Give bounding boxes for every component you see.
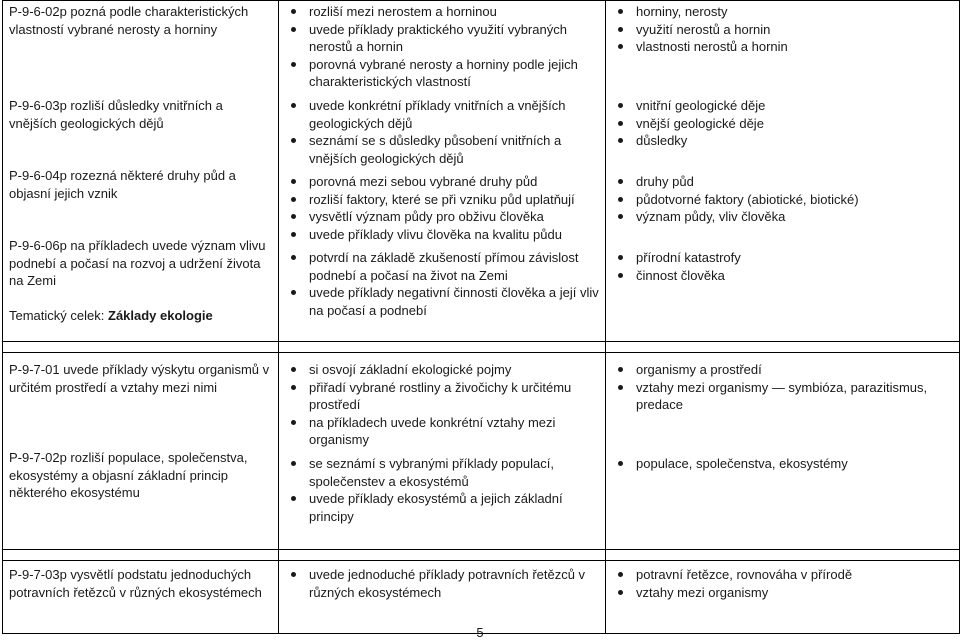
list-item: vztahy mezi organismy xyxy=(610,584,955,602)
outcome-text: P-9-7-01 uvede příklady výskytu organismů v určitém prostředí a vztahy mezi nimi xyxy=(9,362,270,395)
topics-list xyxy=(610,97,955,173)
topics-cell xyxy=(606,561,960,634)
skills-list xyxy=(283,249,601,319)
list-item: potravní řetězce, rovnováha v přírodě xyxy=(610,566,955,584)
outcome-text: P-9-6-03p rozliší důsledky vnitřních a vnějších geologických dějů xyxy=(9,98,223,131)
list-item: na příkladech uvede konkrétní vztahy mezi organismy xyxy=(283,414,601,449)
list-item: uvede konkrétní příklady vnitřních a vnějších geologických dějů xyxy=(283,97,601,132)
table-row xyxy=(3,561,960,634)
outcome-text: P-9-6-02p pozná podle charakteristických vlastností vybrané nerosty a horniny xyxy=(9,4,249,37)
theme-name: Základy ekologie xyxy=(108,307,213,323)
outcome-text: P-9-6-06p na příkladech uvede význam vlivu podnebí a počasí na rozvoj a udržení života na Zemi xyxy=(9,238,266,288)
skills-list xyxy=(283,361,601,455)
skills-cell xyxy=(279,353,606,550)
topics-list xyxy=(610,361,955,455)
list-item: vysvětlí význam půdy pro obživu člověka xyxy=(283,208,601,226)
skills-list xyxy=(283,3,601,97)
topics-cell xyxy=(606,353,960,550)
skills-list xyxy=(283,455,601,525)
list-item: organismy a prostředí xyxy=(610,361,955,379)
outcomes-cell xyxy=(3,561,279,634)
list-item: rozliší mezi nerostem a horninou xyxy=(283,3,601,21)
list-item: uvede jednoduché příklady potravních řetězců v různých ekosystémech xyxy=(283,566,601,601)
list-item: porovná vybrané nerosty a horniny podle jejich charakteristických vlastností xyxy=(283,56,601,91)
list-item: se seznámí s vybranými příklady populací, společenstev a ekosystémů xyxy=(283,455,601,490)
list-item: druhy půd xyxy=(610,173,955,191)
list-item: vnitřní geologické děje xyxy=(610,97,955,115)
table-row xyxy=(3,1,960,342)
skills-list xyxy=(283,97,601,173)
list-item: důsledky xyxy=(610,132,955,150)
outcome-text: P-9-7-03p vysvětlí podstatu jednoduchých potravních řetězců v různých ekosystémech xyxy=(9,567,262,600)
list-item: uvede příklady ekosystémů a jejich základní principy xyxy=(283,490,601,525)
topics-list xyxy=(610,173,955,249)
topics-cell xyxy=(606,1,960,342)
list-item: potvrdí na základě zkušeností přímou závislost podnebí a počasí na život na Zemi xyxy=(283,249,601,284)
skills-cell xyxy=(279,561,606,634)
list-item: si osvojí základní ekologické pojmy xyxy=(283,361,601,379)
list-item: seznámí se s důsledky působení vnitřních a vnějších geologických dějů xyxy=(283,132,601,167)
list-item: vnější geologické děje xyxy=(610,115,955,133)
topics-list xyxy=(610,249,955,284)
topics-list xyxy=(610,455,955,473)
row-gap xyxy=(3,342,960,353)
list-item: přírodní katastrofy xyxy=(610,249,955,267)
list-item: uvede příklady praktického využití vybraných nerostů a hornin xyxy=(283,21,601,56)
list-item: porovná mezi sebou vybrané druhy půd xyxy=(283,173,601,191)
list-item: rozliší faktory, které se při vzniku půd uplatňují xyxy=(283,191,601,209)
theme-prefix: Tematický celek: xyxy=(9,307,105,323)
list-item: činnost člověka xyxy=(610,267,955,285)
list-item: vztahy mezi organismy — symbióza, parazitismus, predace xyxy=(610,379,955,414)
list-item: uvede příklady vlivu člověka na kvalitu půdu xyxy=(283,226,601,244)
topics-list xyxy=(610,566,955,601)
list-item: horniny, nerosty xyxy=(610,3,955,21)
outcome-text: P-9-6-04p rozezná některé druhy půd a objasní jejich vznik xyxy=(9,168,236,201)
curriculum-table xyxy=(2,0,960,634)
list-item: význam půdy, vliv člověka xyxy=(610,208,955,226)
outcomes-cell xyxy=(3,1,279,342)
skills-list xyxy=(283,566,601,601)
outcome-text: P-9-7-02p rozliší populace, společenstva, ekosystémy a objasní základní princip některého ekosystému xyxy=(9,450,248,500)
theme-label xyxy=(9,307,274,325)
skills-cell xyxy=(279,1,606,342)
list-item: populace, společenstva, ekosystémy xyxy=(610,455,955,473)
skills-list xyxy=(283,173,601,249)
outcomes-cell xyxy=(3,353,279,550)
list-item: uvede příklady negativní činnosti člověka a její vliv na počasí a podnebí xyxy=(283,284,601,319)
list-item: vlastnosti nerostů a hornin xyxy=(610,38,955,56)
list-item: půdotvorné faktory (abiotické, biotické) xyxy=(610,191,955,209)
page-number: 5 xyxy=(476,625,484,640)
row-gap xyxy=(3,550,960,561)
list-item: přiřadí vybrané rostliny a živočichy k určitému prostředí xyxy=(283,379,601,414)
topics-list xyxy=(610,3,955,97)
list-item: využití nerostů a hornin xyxy=(610,21,955,39)
table-row xyxy=(3,353,960,550)
